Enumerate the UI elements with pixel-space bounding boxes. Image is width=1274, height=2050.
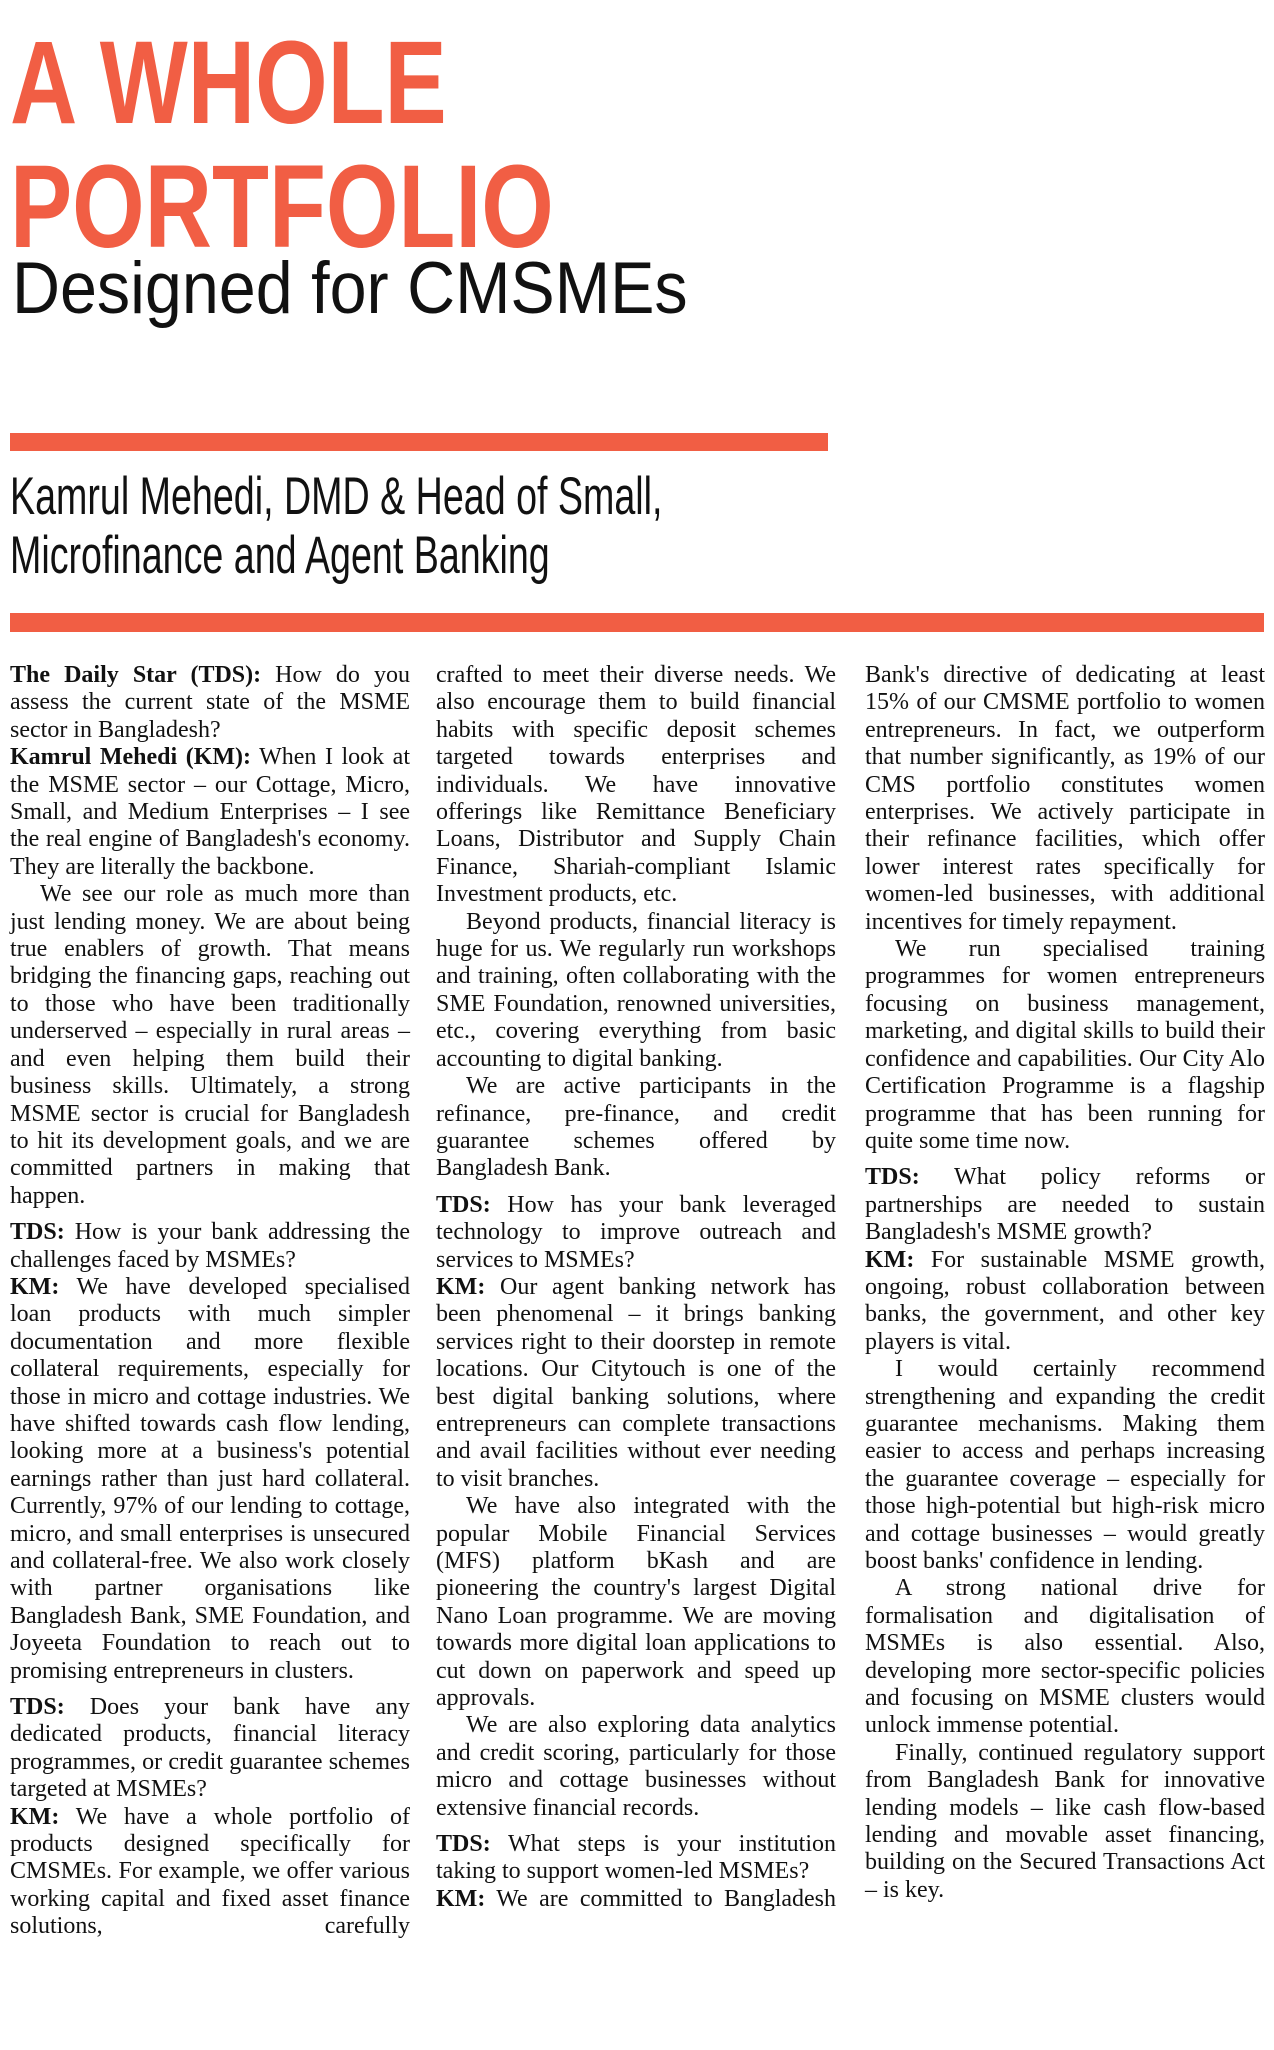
answer: KM: We are committed to Bangladesh <box>436 1885 836 1912</box>
answer: KM: We have a whole portfolio of products designed specifically for CMSMEs. For example, we offer various working capital and fixed asset finance solutions, carefully <box>10 1803 410 1940</box>
answer: KM: We have developed specialised loan products with much simpler documentation and more flexible collateral requirements, especially for those in micro and cottage industries. We have shifted towards cash flow lending, looking more at a business's potential earnings rather than just hard collateral. Currently, 97% of our lending to cottage, micro, and small enterprises is unsecured and collateral-free. We also work closely with partner organisations like Bangladesh Bank, SME Foundation, and Joyeeta Foundation to reach out to promising entrepreneurs in clusters. <box>10 1273 410 1684</box>
accent-divider-top <box>10 433 828 451</box>
answer: KM: Our agent banking network has been phenomenal – it brings banking services right to their doorstep in remote locations. Our Citytouch is one of the best digital banking solutions, where entrepreneurs can complete transactions and avail facilities without ever needing to visit branches. <box>436 1273 836 1492</box>
byline-line-2: Microfinance and Agent Banking <box>10 526 550 585</box>
answer-paragraph: We run specialised training programmes for women entrepreneurs focusing on business management, marketing, and digital skills to build their confidence and capabilities. Our City Alo Certification Programme is a flagship programme that has been running for quite some time now. <box>865 936 1265 1154</box>
answer-paragraph: We see our role as much more than just lending money. We are about being true enablers of growth. That means bridging the financing gaps, reaching out to those who have been traditionally underserved – especially in rural areas – and even helping them build their business skills. Ultimately, a strong MSME sector is crucial for Bangladesh to hit its development goals, and we are committed partners in making that happen. <box>10 881 410 1209</box>
answer-paragraph: Beyond products, financial literacy is huge for us. We regularly run workshops and training, often collaborating with the SME Foundation, renowned universities, etc., covering everything from basic accounting to digital banking. <box>436 908 836 1072</box>
answer-paragraph: We are active participants in the refinance, pre-finance, and credit guarantee schemes offered by Bangladesh Bank. <box>436 1073 836 1182</box>
question: TDS: Does your bank have any dedicated products, financial literacy programmes, or credit guarantee schemes targeted at MSMEs? <box>10 1694 410 1803</box>
answer-paragraph: A strong national drive for formalisation and digitalisation of MSMEs is also essential. Also, developing more sector-specific policies and focusing on MSME clusters would unlock immense potential. <box>865 1575 1265 1739</box>
question: TDS: How is your bank addressing the challenges faced by MSMEs? <box>10 1219 410 1273</box>
article-column-1 <box>10 662 410 1941</box>
answer-continued: crafted to meet their diverse needs. We also encourage them to build financial habits with specific deposit schemes targeted towards enterprises and individuals. We have innovative offerings like Remittance Beneficiary Loans, Distributor and Supply Chain Finance, Shariah-compliant Islamic Investment products, etc. <box>436 662 836 908</box>
subtitle: Designed for CMSMEs <box>12 248 688 329</box>
answer: KM: For sustainable MSME growth, ongoing, robust collaboration between banks, the government, and other key players is vital. <box>865 1246 1265 1355</box>
answer-paragraph: We are also exploring data analytics and credit scoring, particularly for those micro and cottage businesses without extensive financial records. <box>436 1712 836 1821</box>
byline-line-1: Kamrul Mehedi, DMD & Head of Small, <box>10 467 663 526</box>
question: The Daily Star (TDS): How do you assess the current state of the MSME sector in Bangladesh? <box>10 662 410 743</box>
answer-paragraph: I would certainly recommend strengthening and expanding the credit guarantee mechanisms. Making them easier to access and perhaps increasing the guarantee coverage – especially for those high-potential but high-risk micro and cottage businesses – would greatly boost banks' confidence in lending. <box>865 1356 1265 1574</box>
headline-line-1: A WHOLE <box>10 17 447 149</box>
answer-continued: Bank's directive of dedicating at least 15% of our CMSME portfolio to women entrepreneurs. In fact, we outperform that number significantly, as 19% of our CMS portfolio constitutes women enterprises. We actively participate in their refinance facilities, which offer lower interest rates specifically for women-led businesses, with additional incentives for timely repayment. <box>865 662 1265 935</box>
answer-paragraph: We have also integrated with the popular Mobile Financial Services (MFS) platform bKash and are pioneering the country's largest Digital Nano Loan programme. We are moving towards more digital loan applications to cut down on paperwork and speed up approvals. <box>436 1493 836 1712</box>
accent-divider-bottom <box>10 613 1264 632</box>
answer: Kamrul Mehedi (KM): When I look at the MSME sector – our Cottage, Micro, Small, and Medium Enterprises – I see the real engine of Bangladesh's economy. They are literally the backbone. <box>10 744 410 880</box>
headline-line-2: PORTFOLIO <box>10 141 554 273</box>
article-column-2 <box>436 662 836 1913</box>
question: TDS: What steps is your institution taking to support women-led MSMEs? <box>436 1831 836 1885</box>
answer-paragraph: Finally, continued regulatory support from Bangladesh Bank for innovative lending models – like cash flow-based lending and movable asset financing, building on the Secured Transactions Act – is key. <box>865 1739 1265 1903</box>
article-column-3 <box>865 662 1265 1904</box>
question: TDS: What policy reforms or partnerships are needed to sustain Bangladesh's MSME growth? <box>865 1164 1265 1246</box>
question: TDS: How has your bank leveraged technology to improve outreach and services to MSMEs? <box>436 1191 836 1273</box>
